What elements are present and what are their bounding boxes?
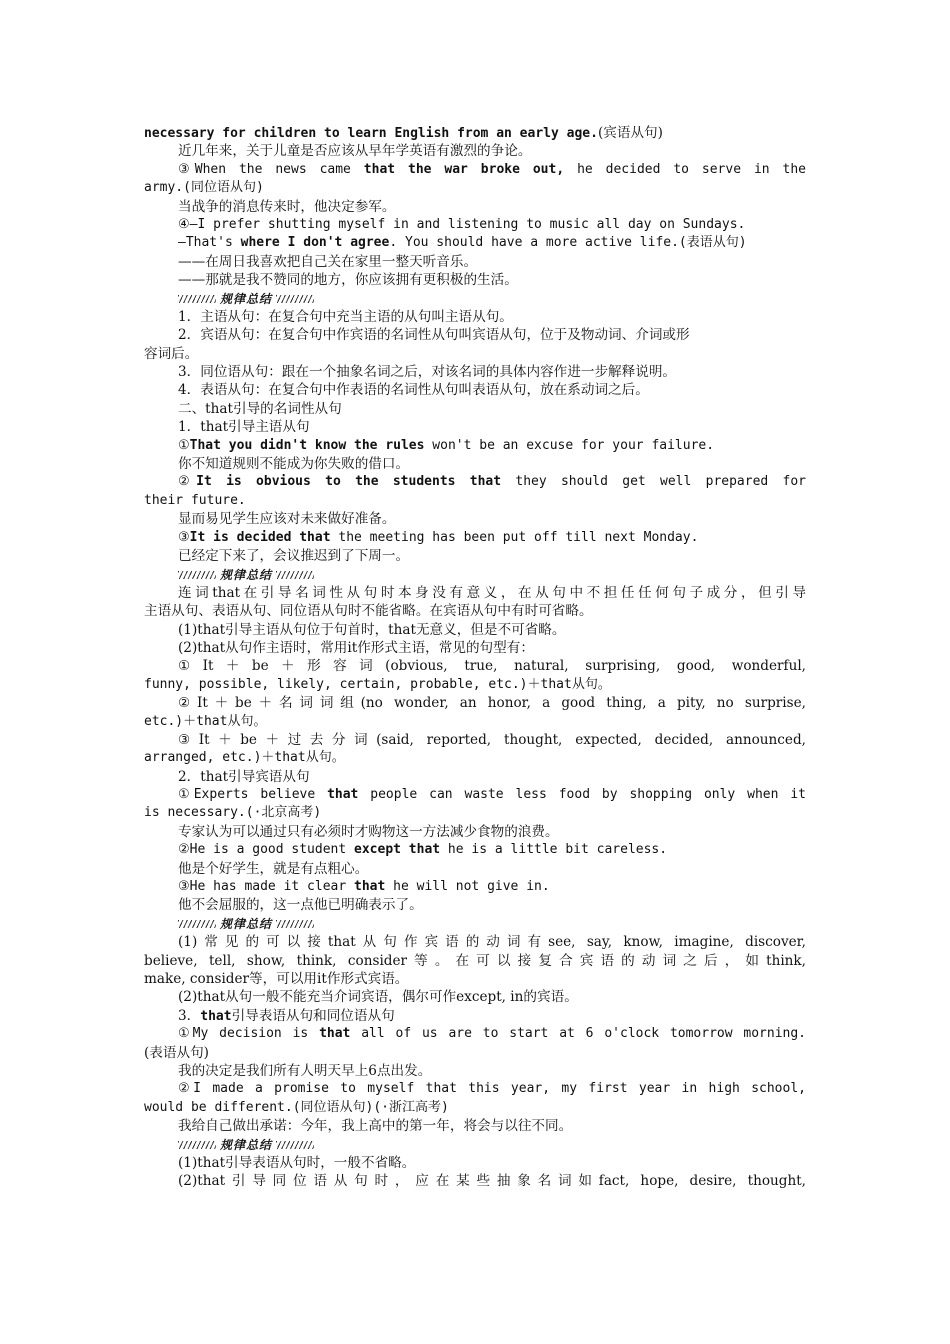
translation: 我给自己做出承诺：今年，我上高中的第一年，将会与以往不同。 bbox=[178, 1118, 573, 1135]
text-line: ①It＋be＋形容词(obvious, true, natural, surprising, good, wonderful, bbox=[178, 658, 806, 675]
text-line: (2)that引导同位语从句时，应在某些抽象名词如fact, hope, desire, thought, bbox=[178, 1173, 806, 1190]
subsection-heading: 2．that引导宾语从句 bbox=[178, 768, 310, 785]
text-line: 2．宾语从句：在复合句中作宾语的名词性从句叫宾语从句，位于及物动词、介词或形 bbox=[178, 327, 690, 344]
subsection-heading: 3．that引导表语从句和同位语从句 bbox=[178, 1007, 395, 1024]
subsection-heading: 1．that引导主语从句 bbox=[178, 419, 310, 436]
text-line: would be different.(同位语从句)(·浙江高考) bbox=[144, 1099, 449, 1115]
hatch-decoration bbox=[276, 920, 314, 928]
translation: 专家认为可以通过只有必须时才购物这一方法减少食物的浪费。 bbox=[178, 823, 559, 840]
text-line: 容词后。 bbox=[144, 345, 199, 362]
example-sentence: ①Experts believe that people can waste less food by shopping only when it bbox=[178, 787, 806, 803]
section-heading: 二、that引导的名词性从句 bbox=[178, 400, 342, 417]
hatch-decoration bbox=[276, 1141, 314, 1149]
example-sentence: ④—I prefer shutting myself in and listening to music all day on Sundays. bbox=[178, 216, 746, 232]
hatch-decoration bbox=[178, 920, 216, 928]
text-line: funny, possible, likely, certain, probable, etc.)＋that从句。 bbox=[144, 676, 611, 692]
example-sentence: ②He is a good student except that he is a little bit careless. bbox=[178, 842, 668, 858]
rule-summary-heading: 规律总结 bbox=[144, 1135, 806, 1153]
hatch-decoration bbox=[276, 295, 314, 303]
text-line: ②It＋be＋名词词组(no wonder, an honor, a good thing, a pity, no surprise, bbox=[178, 695, 806, 712]
text-line: 连词that在引导名词性从句时本身没有意义，在从句中不担任任何句子成分，但引导 bbox=[178, 584, 806, 601]
example-sentence: ②It is obvious to the students that they should get well prepared for bbox=[178, 474, 806, 490]
hatch-decoration bbox=[178, 1141, 216, 1149]
translation: 你不知道规则不能成为你失败的借口。 bbox=[178, 456, 410, 473]
text-line: 3．同位语从句：跟在一个抽象名词之后，对该名词的具体内容作进一步解释说明。 bbox=[178, 364, 677, 381]
text-line: believe, tell, show, think, consider等。在可以接复合宾语的动词之后，如think, bbox=[144, 952, 806, 969]
example-sentence: ①That you didn't know the rules won't be an excuse for your failure. bbox=[178, 437, 715, 453]
text-line: arranged, etc.)＋that从句。 bbox=[144, 750, 345, 766]
example-sentence: ③He has made it clear that he will not give in. bbox=[178, 879, 550, 895]
text-line: 主语从句、表语从句、同位语从句时不能省略。在宾语从句中有时可省略。 bbox=[144, 603, 593, 620]
text-line: is necessary.(·北京高考) bbox=[144, 805, 322, 821]
translation: ——在周日我喜欢把自己关在家里一整天听音乐。 bbox=[178, 253, 478, 270]
text-line: ③It＋be＋过去分词(said, reported, thought, expected, decided, announced, bbox=[178, 731, 806, 748]
rule-summary-heading: 规律总结 bbox=[144, 915, 806, 933]
text-line: necessary for children to learn English from an early age.(宾语从句) bbox=[144, 125, 663, 141]
text-line: (2)that从句一般不能充当介词宾语，偶尔可作except, in的宾语。 bbox=[178, 989, 578, 1006]
translation: 显而易见学生应该对未来做好准备。 bbox=[178, 511, 396, 528]
rule-summary-heading: 规律总结 bbox=[144, 565, 806, 583]
example-sentence: ①My decision is that all of us are to start at 6 o'clock tomorrow morning. bbox=[178, 1026, 806, 1042]
text-line: their future. bbox=[144, 492, 246, 508]
text-line: (2)that从句作主语时，常用it作形式主语，常见的句型有： bbox=[178, 639, 534, 656]
text-line: (1)that引导主语从句位于句首时，that无意义，但是不可省略。 bbox=[178, 621, 566, 638]
translation: 他是个好学生，就是有点粗心。 bbox=[178, 860, 369, 877]
example-sentence: —That's where I don't agree. You should have a more active life.(表语从句) bbox=[178, 235, 747, 251]
rule-summary-heading: 规律总结 bbox=[144, 290, 806, 308]
example-sentence: ③When the news came that the war broke out, he decided to serve in the bbox=[178, 161, 806, 177]
translation: 我的决定是我们所有人明天早上6点出发。 bbox=[178, 1062, 432, 1079]
hatch-decoration bbox=[178, 571, 216, 579]
document-page bbox=[144, 124, 806, 1191]
text-line: etc.)＋that从句。 bbox=[144, 713, 267, 729]
hatch-decoration bbox=[178, 295, 216, 303]
example-sentence: ②I made a promise to myself that this year, my first year in high school, bbox=[178, 1081, 806, 1097]
translation: 已经定下来了，会议推迟到了下周一。 bbox=[178, 547, 410, 564]
text-line: make, consider等，可以用it作形式宾语。 bbox=[144, 970, 409, 987]
translation: ——那就是我不赞同的地方，你应该拥有更积极的生活。 bbox=[178, 272, 518, 289]
text-line: 1．主语从句：在复合句中充当主语的从句叫主语从句。 bbox=[178, 308, 513, 325]
text-line: (1)that引导表语从句时，一般不省略。 bbox=[178, 1154, 416, 1171]
translation: 他不会屈服的，这一点他已明确表示了。 bbox=[178, 897, 423, 914]
text-line: 4．表语从句：在复合句中作表语的名词性从句叫表语从句，放在系动词之后。 bbox=[178, 382, 649, 399]
text-line: (表语从句) bbox=[144, 1044, 209, 1061]
translation: 当战争的消息传来时，他决定参军。 bbox=[178, 198, 396, 215]
text-line: (1)常见的可以接that从句作宾语的动词有see, say, know, imagine, discover, bbox=[178, 934, 806, 951]
text-line: army.(同位语从句) bbox=[144, 180, 264, 196]
hatch-decoration bbox=[276, 571, 314, 579]
example-sentence: ③It is decided that the meeting has been put off till next Monday. bbox=[178, 529, 699, 545]
text-line: 近几年来，关于儿童是否应该从早年学英语有激烈的争论。 bbox=[178, 143, 532, 160]
